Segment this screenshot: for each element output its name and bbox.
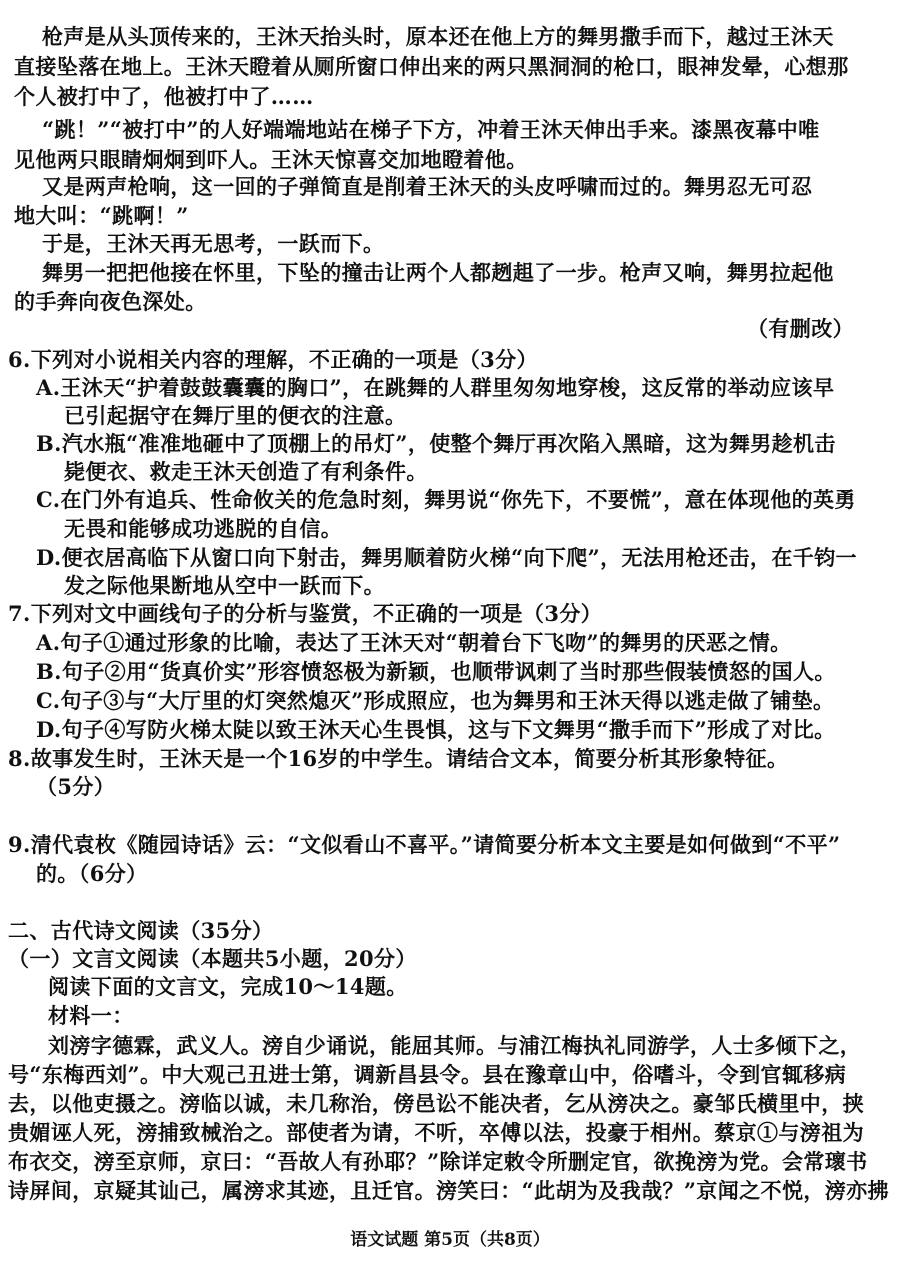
option-d: D.便衣居高临下从窗口向下射击，舞男顺着防火梯“向下爬”，无法用枪还击，在千钧一: [36, 545, 857, 570]
text-line: 诗屏间，京疑其讪己，属滂求其迹，且迁官。滂笑曰：“此胡为及我哉？”京闻之不悦，滂亦拂: [8, 1178, 889, 1203]
text-line: 贵媚诬人死，滂捕致械治之。部使者为请，不听，卒傅以法，投豪于相州。蔡京①与滂祖为: [8, 1120, 864, 1145]
text-line: 个人被打中了，他被打中了……: [14, 84, 314, 109]
option-a: A.王沐天“护着鼓鼓囊囊的胸口”，在跳舞的人群里匆匆地穿梭，这反常的举动应该早: [36, 375, 835, 400]
option-d: D.句子④写防火梯太陡以致王沐天心生畏惧，这与下文舞男“撒手而下”形成了对比。: [36, 717, 836, 742]
material-label: 材料一：: [48, 1003, 134, 1028]
option-b-cont: 毙便衣、救走王沐天创造了有利条件。: [64, 459, 428, 484]
text-line: 去，以他吏摄之。滂临以诚，未几称治，傍邑讼不能决者，乞从滂决之。豪邹氏横里中，挟: [8, 1091, 864, 1116]
option-c: C.在门外有追兵、性命攸关的危急时刻，舞男说“你先下，不要慌”，意在体现他的英勇: [36, 487, 856, 512]
question-8: 8.故事发生时，王沐天是一个16岁的中学生。请结合文本，简要分析其形象特征。: [8, 746, 789, 771]
option-c-cont: 无畏和能够成功逃脱的自信。: [64, 516, 343, 541]
text-line: 舞男一把把他接在怀里，下坠的撞击让两个人都趔趄了一步。枪声又响，舞男拉起他: [42, 260, 834, 285]
option-d-cont: 发之际他果断地从空中一跃而下。: [64, 573, 385, 598]
question-7: 7.下列对文中画线句子的分析与鉴赏，不正确的一项是（3分）: [8, 601, 603, 626]
text-line: 的手奔向夜色深处。: [14, 289, 207, 314]
text-line: 号“东梅西刘”。中大观己丑进士第，调新昌县令。县在豫章山中，俗嗜斗，令到官辄移病: [8, 1062, 847, 1087]
option-a-cont: 已引起据守在舞厅里的便衣的注意。: [64, 403, 407, 428]
text-line: “跳！”“被打中”的人好端端地站在梯子下方，冲着王沐天伸出手来。漆黑夜幕中唯: [42, 117, 820, 142]
text-line: 枪声是从头顶传来的，王沐天抬头时，原本还在他上方的舞男撒手而下，越过王沐天: [42, 24, 834, 49]
question-8-score: （5分）: [36, 774, 116, 799]
text-line: 刘滂字德霖，武义人。滂自少诵说，能屈其师。与浦江梅执礼同游学，人士多倾下之，: [48, 1033, 862, 1058]
text-line: 于是，王沐天再无思考，一跃而下。: [42, 231, 385, 256]
text-line: 布衣交，滂至京师，京曰：“吾故人有孙耶？”除详定敕令所删定官，欲挽滂为党。会常瓌书: [8, 1149, 868, 1174]
option-a: A.句子①通过形象的比喻，表达了王沐天对“朝着台下飞吻”的舞男的厌恶之情。: [36, 630, 792, 655]
option-b: B.汽水瓶“准准地砸中了顶棚上的吊灯”，使整个舞厅再次陷入黑暗，这为舞男趁机击: [36, 431, 836, 456]
subsection-heading: （一）文言文阅读（本题共5小题，20分）: [8, 946, 417, 971]
page-footer: 语文试题 第5页（共8页）: [350, 1230, 550, 1250]
text-line: 直接坠落在地上。王沐天瞪着从厕所窗口伸出来的两只黑洞洞的枪口，眼神发晕，心想那: [14, 54, 849, 79]
text-line: 地大叫：“跳啊！”: [14, 203, 189, 228]
text-line: 又是两声枪响，这一回的子弹简直是削着王沐天的头皮呼啸而过的。舞男忍无可忍: [42, 174, 813, 199]
option-c: C.句子③与“大厅里的灯突然熄灭”形成照应，也为舞男和王沐天得以逃走做了铺垫。: [36, 688, 835, 713]
section-heading: 二、古代诗文阅读（35分）: [8, 918, 274, 943]
question-9: 9.清代袁枚《随园诗话》云：“文似看山不喜平。”请简要分析本文主要是如何做到“不平”: [8, 832, 841, 857]
question-9-cont: 的。（6分）: [36, 861, 148, 886]
revision-note: （有删改）: [747, 316, 854, 341]
question-6: 6.下列对小说相关内容的理解，不正确的一项是（3分）: [8, 347, 538, 372]
instruction: 阅读下面的文言文，完成10～14题。: [48, 974, 408, 999]
option-b: B.句子②用“货真价实”形容愤怒极为新颖，也顺带讽刺了当时那些假装愤怒的国人。: [36, 659, 836, 684]
text-line: 见他两只眼睛炯炯到吓人。王沐天惊喜交加地瞪着他。: [14, 147, 528, 172]
